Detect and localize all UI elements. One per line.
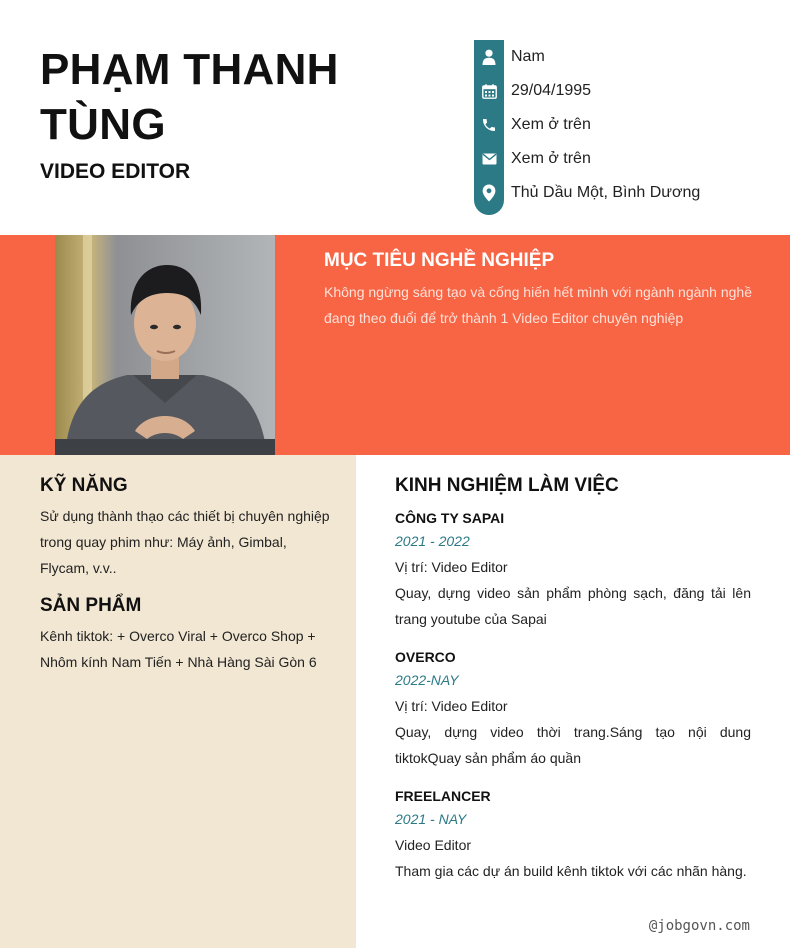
contact-address-text: Thủ Dầu Một, Bình Dương [511, 184, 701, 201]
experience-item [395, 786, 751, 884]
location-icon [474, 176, 504, 210]
calendar-icon [474, 74, 504, 108]
candidate-name: PHẠM THANH TÙNG [40, 45, 339, 149]
contact-phone [474, 108, 774, 142]
contact-list [474, 40, 774, 210]
experience-company: CÔNG TY SAPAI [395, 510, 505, 526]
objective-text: Không ngừng sáng tạo và cống hiến hết mình với ngành ngành nghề đang theo đuổi để trở thành 1 Video Editor chuyên nghiệp [324, 284, 752, 326]
experience-period: 2021 - NAY [395, 811, 467, 827]
contact-gender [474, 40, 774, 74]
products-title: SẢN PHẨM [40, 595, 142, 616]
contact-email [474, 142, 774, 176]
experience-role: Vị trí: Video Editor [395, 698, 508, 714]
experience-company: OVERCO [395, 649, 456, 665]
experience-period: 2022-NAY [395, 672, 459, 688]
experience-period: 2021 - 2022 [395, 533, 470, 549]
contact-email-text: Xem ở trên [511, 150, 591, 167]
skills-title: KỸ NĂNG [40, 475, 128, 496]
products-text: Kênh tiktok: + Overco Viral + Overco Shop + Nhôm kính Nam Tiến + Nhà Hàng Sài Gòn 6 [40, 628, 317, 670]
experience-company: FREELANCER [395, 788, 491, 804]
contact-address [474, 176, 774, 210]
contact-birthday-text: 29/04/1995 [511, 82, 592, 99]
profile-photo [55, 235, 275, 455]
objective-title: MỤC TIÊU NGHỀ NGHIỆP [324, 250, 555, 271]
contact-gender-text: Nam [511, 48, 545, 65]
contact-birthday [474, 74, 774, 108]
experience-title: KINH NGHIỆM LÀM VIỆC [395, 475, 619, 496]
email-icon [474, 142, 504, 176]
experience-description: Quay, dựng video sản phẩm phòng sạch, đăng tải lên trang youtube của Sapai [395, 585, 751, 627]
experience-role: Vị trí: Video Editor [395, 559, 508, 575]
person-icon [474, 40, 504, 74]
experience-description: Quay, dựng video thời trang.Sáng tạo nội dung tiktokQuay sản phẩm áo quần [395, 724, 751, 766]
experience-role: Video Editor [395, 837, 472, 853]
experience-description: Tham gia các dự án build kênh tiktok với các nhãn hàng. [395, 863, 747, 879]
watermark: @jobgovn.com [648, 918, 750, 934]
experience-item [395, 508, 751, 632]
contact-phone-text: Xem ở trên [511, 116, 591, 133]
skills-text: Sử dụng thành thạo các thiết bị chuyên nghiệp trong quay phim như: Máy ảnh, Gimbal, Flycam, v.v.. [40, 508, 330, 576]
phone-icon [474, 108, 504, 142]
experience-item [395, 647, 751, 771]
candidate-job-title: VIDEO EDITOR [40, 160, 191, 183]
